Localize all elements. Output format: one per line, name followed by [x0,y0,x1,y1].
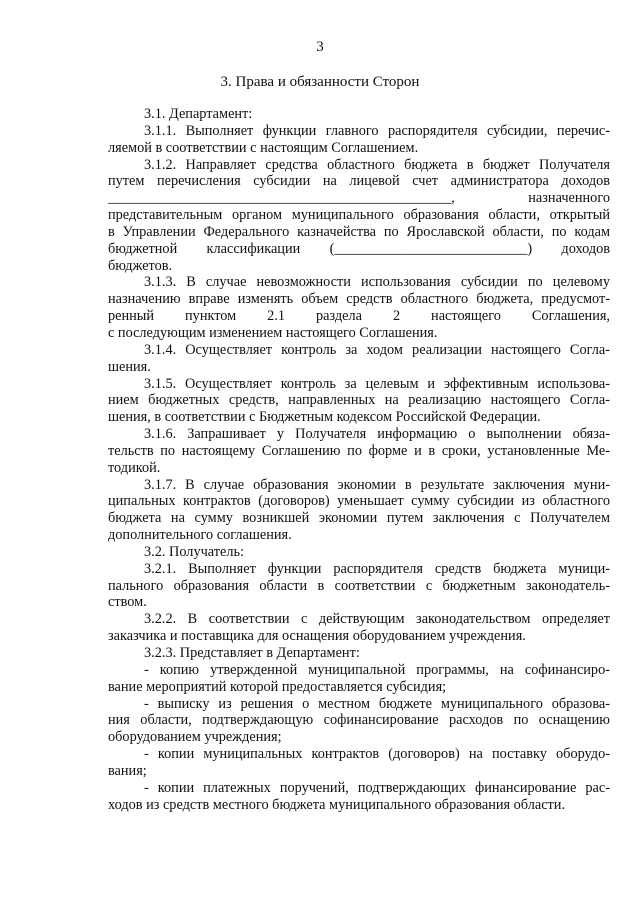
text-line: тельств по настоящему Соглашению по форме и в сроки, установленные Ме- [108,442,610,459]
text-line: путем перечисления субсидии на лицевой счет администратора доходов [108,173,610,190]
paragraph-p3-2-1 [108,561,610,612]
text-line: представительным органом муниципального образования области, открытый [108,207,610,224]
text-line: 3.1. Департамент: [144,106,253,122]
text-line: 3.1.4. Осуществляет контроль за ходом реализации настоящего Согла- [144,341,610,358]
paragraph-p3-1-2 [108,157,610,275]
paragraph-p3-1-6 [108,426,610,477]
text-line: 3.1.3. В случае невозможности использования субсидии по целевому [144,274,610,291]
paragraph-p3-2-3-b [108,696,610,747]
text-line: 3.1.1. Выполняет функции главного распорядителя субсидии, перечис- [144,122,610,139]
text-line: - выписку из решения о местном бюджете муниципального образова- [144,695,610,712]
paragraph-p3-1-4 [108,342,610,376]
paragraph-p3-1-7 [108,477,610,544]
text-line: 3.2.2. В соответствии с действующим законодательством определяет [144,611,610,628]
paragraph-p3-2-3-c [108,746,610,780]
text-line: дополнительного соглашения. [108,527,292,544]
text-line: оборудованием учреждения; [108,729,282,746]
paragraph-p3-1-1 [108,123,610,157]
paragraph-p3-2-3-d [108,780,610,814]
text-line: - копию утвержденной муниципальной программы, на софинансиро- [144,661,610,678]
text-line: пального образования области в соответствии с бюджетным законодатель- [108,577,610,594]
paragraph-p3-1-3 [108,274,610,341]
text-line: ляемой в соответствии с настоящим Соглашением. [108,139,419,156]
text-line: 3.1.7. В случае образования экономии в результате заключения муни- [144,476,610,493]
text-line: назначению вправе изменять объем средств областного бюджета, предусмот- [108,291,610,308]
paragraph-p3-2-3 [108,645,610,662]
text-line: 3.1.2. Направляет средства областного бюджета в бюджет Получателя [144,156,610,173]
document-body [108,106,610,813]
paragraph-p3-2-2 [108,611,610,645]
text-line: бюджетов. [108,257,173,274]
page-number: 3 [316,39,324,55]
text-line: вание мероприятий которой предоставляется субсидия; [108,678,447,695]
text-line: - копии платежных поручений, подтверждающих финансирование рас- [144,779,610,796]
text-line: ходов из средств местного бюджета муниципального образования области. [108,796,566,813]
text-line: 3.1.5. Осуществляет контроль за целевым и эффективным использова- [144,375,610,392]
text-line: ния области, подтверждающую софинансирование расходов по оснащению [108,712,610,729]
text-line: ________________________________________________, назначенного [108,190,610,207]
text-line: с последующим изменением настоящего Соглашения. [108,324,438,341]
text-line: тодикой. [108,459,161,476]
text-line: шения. [108,358,151,375]
text-line: заказчика и поставщика для оснащения оборудованием учреждения. [108,628,526,645]
text-line: ренный пунктом 2.1 раздела 2 настоящего Соглашения, [108,308,610,325]
paragraph-p3-2 [108,544,610,561]
text-line: нием бюджетных средств, направленных на реализацию настоящего Согла- [108,392,610,409]
text-line: в Управлении Федерального казначейства по Ярославской области, по кодам [108,223,610,240]
text-line: 3.2.1. Выполняет функции распорядителя средств бюджета муници- [144,560,610,577]
text-line: бюджета на сумму возникшей экономии путем заключения с Получателем [108,510,610,527]
text-line: вания; [108,762,147,779]
text-line: ципальных контрактов (договоров) уменьшает сумму субсидии из областного [108,493,610,510]
text-line: шения, в соответствии с Бюджетным кодексом Российской Федерации. [108,409,541,426]
text-line: ством. [108,594,147,611]
text-line: 3.1.6. Запрашивает у Получателя информацию о выполнении обяза- [144,426,610,443]
paragraph-p3-2-3-a [108,662,610,696]
paragraph-p3-1-5 [108,376,610,427]
text-line: - копии муниципальных контрактов (договоров) на поставку оборудо- [144,746,610,763]
text-line: 3.2.3. Представляет в Департамент: [144,645,360,661]
text-line: бюджетной классификации (___________________________) доходов [108,240,610,257]
section-heading: 3. Права и обязанности Сторон [220,74,420,90]
paragraph-p3-1 [108,106,610,123]
text-line: 3.2. Получатель: [144,543,244,560]
